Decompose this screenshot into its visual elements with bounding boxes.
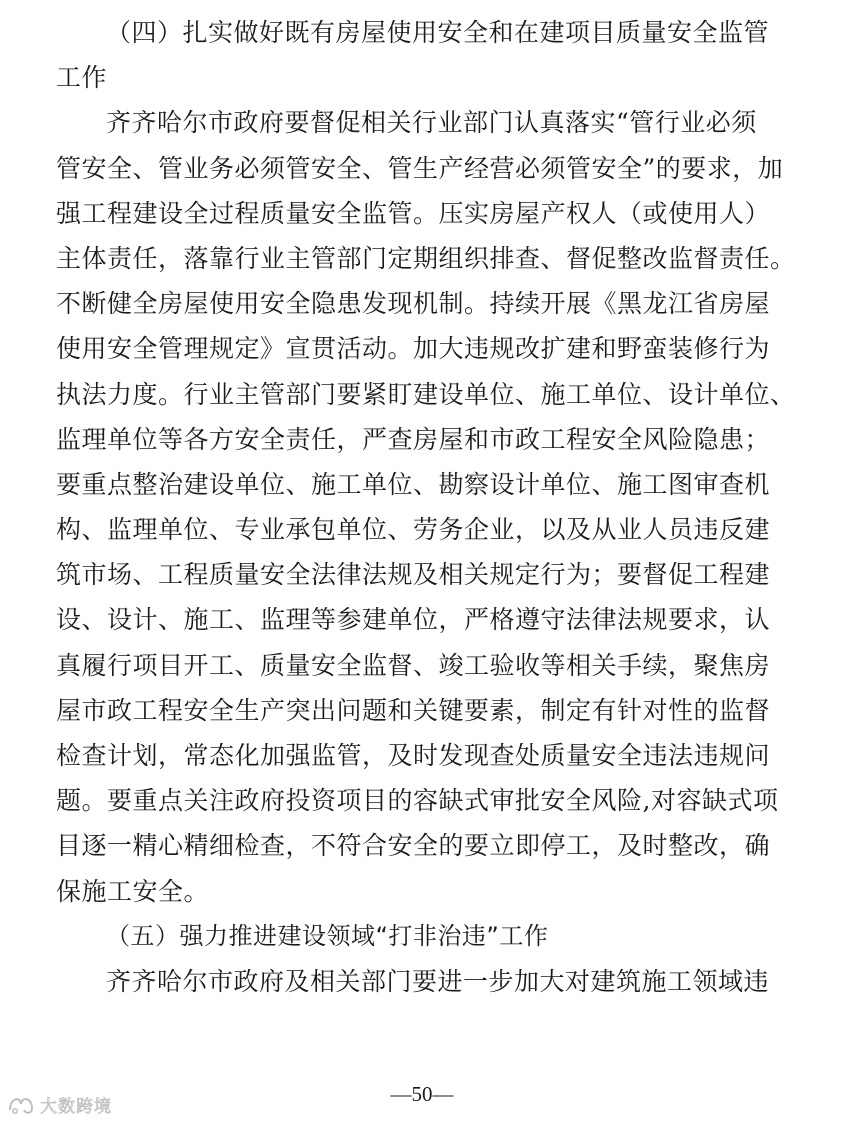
paragraph-line: 构、监理单位、专业承包单位、劳务企业，以及从业人员违反建	[56, 515, 771, 545]
watermark-text: 大数跨境	[40, 1096, 112, 1117]
paragraph-line: 执法力度。行业主管部门要紧盯建设单位、施工单位、设计单位、	[56, 379, 796, 409]
paragraph-line: 筑市场、工程质量安全法律法规及相关规定行为；要督促工程建	[56, 560, 771, 590]
paragraph-line: 不断健全房屋使用安全隐患发现机制。持续开展《黑龙江省房屋	[56, 289, 771, 319]
paragraph-line: 使用安全管理规定》宣贯活动。加大违规改扩建和野蛮装修行为	[56, 334, 771, 364]
paragraph-line: 管安全、管业务必须管安全、管生产经营必须管安全”的要求，加	[56, 153, 784, 183]
page-number: —50—	[390, 1082, 454, 1106]
section-4-heading-line-1: （四）扎实做好既有房屋使用安全和在建项目质量安全监管	[106, 18, 770, 47]
section-5-heading: （五）强力推进建设领域“打非治违”工作	[106, 921, 549, 950]
paragraph-line: 监理单位等各方安全责任，严查房屋和市政工程安全风险隐患；	[56, 424, 771, 454]
paragraph-line: 目逐一精心精细检查，不符合安全的要立即停工，及时整改，确	[56, 831, 771, 861]
watermark	[6, 1090, 112, 1118]
paragraph-line: 设、设计、施工、监理等参建单位，严格遵守法律法规要求，认	[56, 605, 771, 635]
section-4-heading-line-2: 工作	[56, 63, 108, 93]
paragraph-line: 齐齐哈尔市政府要督促相关行业部门认真落实“管行业必须	[106, 108, 757, 138]
paragraph-line: 强工程建设全过程质量安全监管。压实房屋产权人（或使用人）	[56, 198, 771, 228]
paragraph-line: 真履行项目开工、质量安全监督、竣工验收等相关手续，聚焦房	[56, 650, 771, 680]
paragraph-line: 题。要重点关注政府投资项目的容缺式审批安全风险,对容缺式项	[56, 786, 779, 816]
watermark-logo-icon	[6, 1090, 36, 1118]
paragraph-line: 主体责任，落靠行业主管部门定期组织排查、督促整改监督责任。	[56, 243, 796, 273]
paragraph-line: 要重点整治建设单位、施工单位、勘察设计单位、施工图审查机	[56, 469, 771, 499]
paragraph-line: 齐齐哈尔市政府及相关部门要进一步加大对建筑施工领域违	[106, 966, 770, 996]
document-page	[56, 10, 796, 1004]
paragraph-line: 屋市政工程安全生产突出问题和关键要素，制定有针对性的监督	[56, 695, 771, 725]
paragraph-line: 检查计划，常态化加强监管，及时发现查处质量安全违法违规问	[56, 741, 771, 770]
paragraph-line: 保施工安全。	[56, 876, 210, 906]
